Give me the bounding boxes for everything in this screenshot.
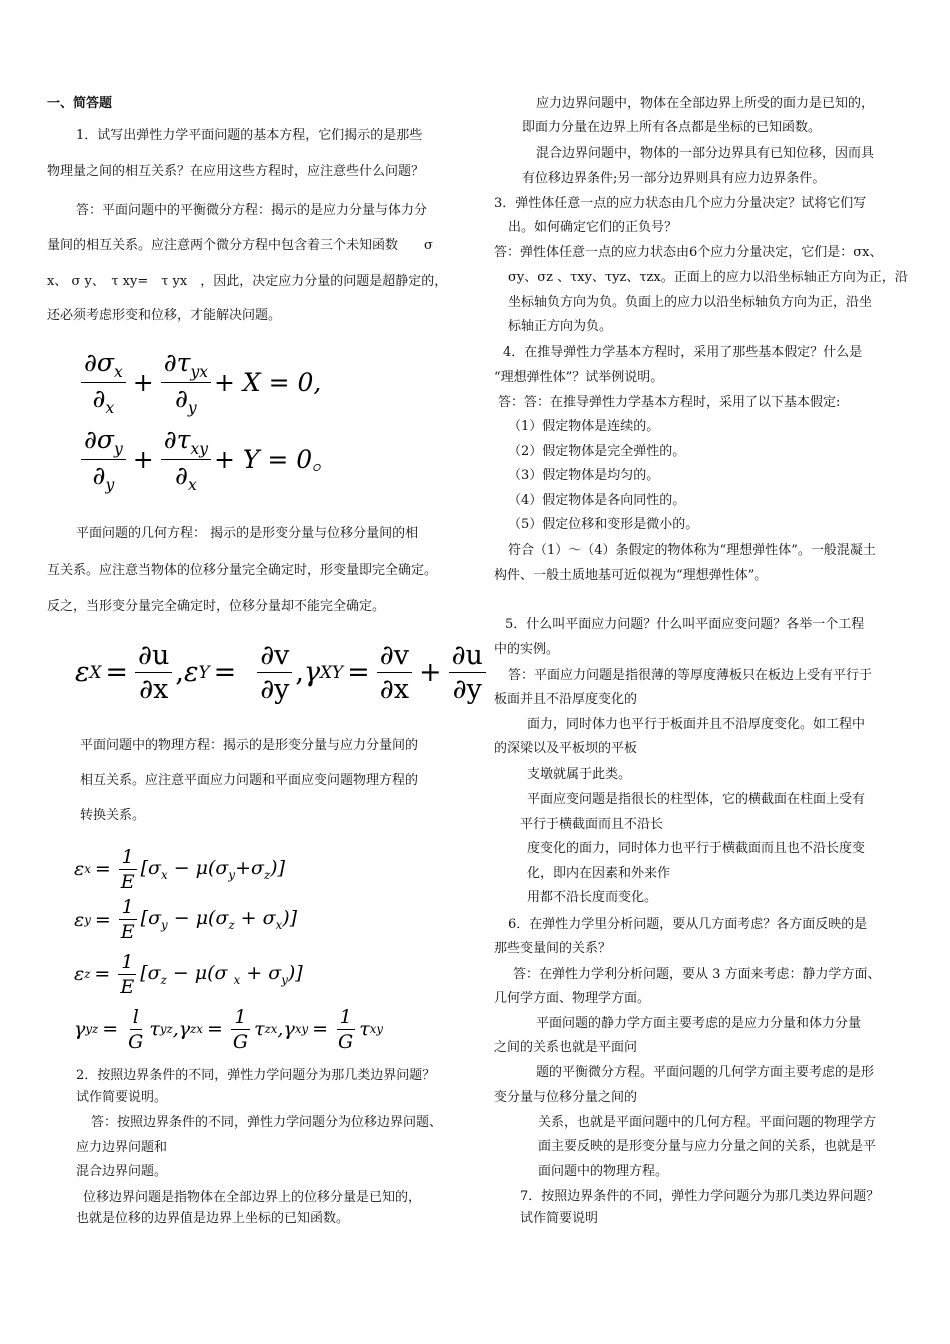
- answer-6-line-7: 关系，也就是平面问题中的几何方程。平面问题的物理学方: [538, 1115, 877, 1130]
- answer-5-line-7: 平行于横截面而且不沿长: [520, 817, 664, 832]
- assumption-5: （5）假定位移和变形是微小的。: [508, 517, 699, 532]
- answer-5-line-1: 答：平面应力问题是指很薄的等厚度薄板只在板边上受有平行于: [508, 668, 873, 683]
- physics-equation-body-2: [$\sigma_z - \mu(\sigma$ $_x + \sigma_y$)]: [140, 961, 303, 987]
- answer-5-line-9: 化，即内在因素和外来作: [527, 866, 671, 881]
- physics-equation-x: ε x = $\frac{1}{E}$ $[\sigma_x - \mu(\sigma_y+\sigma_z)]$: [74, 845, 285, 893]
- geometry-line-2: 互关系。应注意当物体的位移分量完全确定时，形变量即完全确定。: [47, 563, 438, 578]
- question-3-line-1: 3．弹性体任意一点的应力状态由几个应力分量决定？试将它们写: [494, 196, 867, 211]
- shear-equations: γ yz = $\frac{l}{G}$ τ yz , γ zx = $\frac{1}{G}$ τ zx , γ xy = $\frac{1}{G}$ τ xy: [74, 1005, 384, 1053]
- geometry-line-1: 平面问题的几何方程： 揭示的是形变分量与位移分量间的相: [76, 526, 419, 541]
- answer-4-summary-line-1: 符合（1）～（4）条假定的物体称为“理想弹性体”。一般混凝土: [508, 543, 876, 558]
- equilibrium-equations: [78, 345, 337, 499]
- answer-3-line-4: 标轴正方向为负。: [508, 319, 613, 334]
- assumption-2: （2）假定物体是完全弹性的。: [508, 444, 686, 459]
- right-p1-line-1: 应力边界问题中，物体在全部边界上所受的面力是已知的，: [536, 96, 875, 111]
- answer-6-line-1: 答：在弹性力学利分析问题，要从 3 方面来考虑：静力学方面、: [513, 967, 881, 982]
- answer-4-summary-line-2: 构件、一般土质地基可近似视为“理想弹性体”。: [494, 568, 768, 583]
- answer-5-line-5: 支墩就属于此类。: [527, 767, 632, 782]
- physics-line-3: 转换关系。: [80, 808, 146, 823]
- right-p1-line-4: 有位移边界条件;另一部分边界则具有应力边界条件。: [522, 171, 826, 186]
- answer-5-line-6: 平面应变问题是指很长的柱型体，它的横截面在柱面上受有: [527, 792, 866, 807]
- physics-equations: [74, 845, 383, 1056]
- answer-5-line-10: 用都不沿长度而变化。: [527, 890, 658, 905]
- answer-3-line-1: 答：弹性体任意一点的应力状态由6个应力分量决定，它们是：σx、: [494, 245, 883, 260]
- question-7-line-2: 试作简要说明: [520, 1211, 599, 1226]
- geometry-equations: ε X = $\frac{\partial u}{\partial x}$ , ε Y = $\frac{\partial v}{\partial y}$ , γ XY = $\frac{\partial v}{\partial x}$ + $\frac{\partial u}{\partial y}$: [75, 632, 489, 712]
- physics-equation-body-0: $[\sigma_x - \mu(\sigma_y+\sigma_z)]$: [140, 856, 285, 882]
- answer-6-line-3: 平面问题的静力学方面主要考虑的是应力分量和体力分量: [536, 1016, 862, 1031]
- answer-6-line-8: 面主要反映的是形变分量与应力分量之间的关系，也就是平: [538, 1139, 877, 1154]
- answer-5-line-3: 面力，同时体力也平行于板面并且不沿厚度变化。如工程中: [527, 717, 866, 732]
- physics-equation-y: ε y = $\frac{1}{E}$ $[\sigma_y - \mu(\sigma_z + \sigma_x)]$: [74, 896, 298, 943]
- answer-3-line-2: σy、σz 、τxy、τyz、τzx。正面上的应力以沿坐标轴正方向为正，沿: [508, 270, 908, 285]
- answer-3-line-3: 坐标轴负方向为负。负面上的应力以沿坐标轴负方向为正，沿坐: [508, 295, 873, 310]
- answer-1-line-4: 还必须考虑形变和位移，才能解决问题。: [47, 308, 282, 323]
- physics-equation-body-1: $[\sigma_y - \mu(\sigma_z + \sigma_x)]$: [140, 907, 298, 932]
- question-2-line-1: 2．按照边界条件的不同，弹性力学问题分为那几类边界问题？: [76, 1068, 436, 1083]
- answer-1-line-1: 答：平面问题中的平衡微分方程：揭示的是应力分量与体力分: [76, 203, 428, 218]
- section-heading: 一、简答题: [47, 96, 113, 111]
- answer-2-line-2: 应力边界问题和: [76, 1140, 168, 1155]
- answer-2-line-5: 也就是位移的边界值是边界上坐标的已知函数。: [76, 1211, 350, 1226]
- answer-6-line-9: 面问题中的物理方程。: [538, 1164, 669, 1179]
- geometry-line-3: 反之，当形变分量完全确定时，位移分量却不能完全确定。: [47, 599, 386, 614]
- answer-5-line-8: 度变化的面力，同时体力也平行于横截面而且也不沿长度变: [527, 841, 866, 856]
- question-1-line-2: 物理量之间的相互关系？在应用这些方程时，应注意些什么问题？: [47, 164, 425, 179]
- equilibrium-equation-y: $\frac{\partial\sigma_y}{\partial_y}$ + $\frac{\partial\tau_{xy}}{\partial_x}$ + Y = 0 。: [78, 419, 337, 499]
- physics-line-1: 平面问题中的物理方程：揭示的是形变分量与应力分量间的: [80, 738, 419, 753]
- equilibrium-equation-x: $\frac{\partial\sigma_x}{\partial_x}$ + $\frac{\partial\tau_{yx}}{\partial_y}$ + X = 0,: [78, 345, 337, 419]
- answer-4-line-1: 答：答：在推导弹性力学基本方程时，采用了以下基本假定:: [498, 395, 841, 410]
- question-5-line-2: 中的实例。: [494, 642, 560, 657]
- answer-1-line-2: 量间的相互关系。应注意两个微分方程中包含着三个未知函数 σ: [47, 238, 433, 253]
- question-4-line-1: 4．在推导弹性力学基本方程时，采用了那些基本假定？什么是: [503, 345, 863, 360]
- answer-2-line-1: 答：按照边界条件的不同，弹性力学问题分为位移边界问题、: [91, 1115, 443, 1130]
- physics-line-2: 相互关系。应注意平面应力问题和平面应变问题物理方程的: [80, 773, 419, 788]
- right-p1-line-3: 混合边界问题中，物体的一部分边界具有已知位移，因而具: [536, 146, 875, 161]
- answer-5-line-2: 板面并且不沿厚度变化的: [494, 692, 638, 707]
- answer-6-line-4: 之间的关系也就是平面问: [494, 1040, 638, 1055]
- assumption-1: （1）假定物体是连续的。: [508, 419, 660, 434]
- answer-1-line-3: x、 σ y、 τ xy= τ yx ，因此，决定应力分量的问题是超静定的，: [47, 274, 448, 289]
- question-6-line-1: 6．在弹性力学里分析问题，要从几方面考虑？各方面反映的是: [508, 917, 868, 932]
- question-1-line-1: 1．试写出弹性力学平面问题的基本方程，它们揭示的是那些: [76, 128, 423, 143]
- question-5-line-1: 5．什么叫平面应力问题？什么叫平面应变问题？各举一个工程: [505, 617, 865, 632]
- physics-equation-z: ε z = $\frac{1}{E}$ [$\sigma_z - \mu(\sigma$ $_x + \sigma_y$)]: [74, 950, 303, 998]
- question-4-line-2: “理想弹性体”？试举例说明。: [494, 370, 664, 385]
- answer-5-line-4: 的深梁以及平板坝的平板: [494, 741, 638, 756]
- assumption-3: （3）假定物体是均匀的。: [508, 468, 660, 483]
- answer-6-line-2: 几何学方面、物理学方面。: [494, 991, 651, 1006]
- assumption-4: （4）假定物体是各向同性的。: [508, 493, 686, 508]
- question-7-line-1: 7．按照边界条件的不同，弹性力学问题分为那几类边界问题？: [520, 1189, 880, 1204]
- answer-6-line-5: 题的平衡微分方程。平面问题的几何学方面主要考虑的是形: [536, 1065, 875, 1080]
- question-6-line-2: 那些变量间的关系？: [494, 941, 612, 956]
- answer-6-line-6: 变分量与位移分量之间的: [494, 1090, 638, 1105]
- question-2-line-2: 试作简要说明。: [76, 1090, 168, 1105]
- answer-2-line-3: 混合边界问题。: [76, 1164, 168, 1179]
- right-p1-line-2: 即面力分量在边界上所有各点都是坐标的已知函数。: [522, 120, 822, 135]
- answer-2-line-4: 位移边界问题是指物体在全部边界上的位移分量是已知的，: [83, 1190, 422, 1205]
- question-3-line-2: 出。如何确定它们的正负号？: [508, 220, 678, 235]
